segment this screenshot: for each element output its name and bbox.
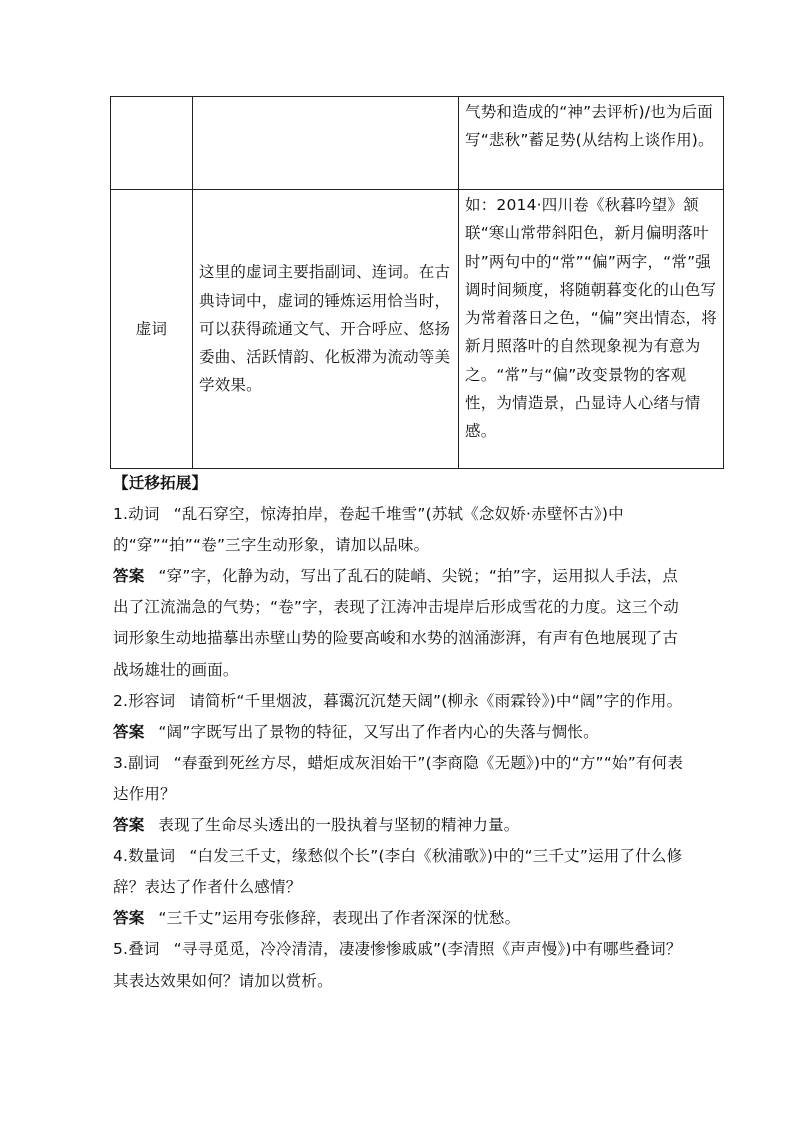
question-4: 4.数量词 “白发三千丈，缘愁似个长”(李白《秋浦歌》)中的“三千丈”运用了什么修辞？表达了作者什么感情？ [113, 847, 683, 897]
question-term: 数量词 [128, 847, 176, 866]
answer-1: 答案 “穿”字，化静为动，写出了乱石的陡峭、尖锐；“拍”字，运用拟人手法，点出了江流湍急的气势；“卷”字，表现了江涛冲击堤岸后形成雪花的力度。这三个动词形象生动地描摹出赤壁山势的险要高峻和水势的汹涌澎湃，有声有色地展现了古战场雄壮的画面。 [113, 567, 679, 679]
table-row [111, 97, 724, 190]
question-3: 3.副词 “春蚕到死丝方尽，蜡炬成灰泪始干”(李商隐《无题》)中的“方”“始”有何表达作用？ [113, 753, 684, 803]
question-5: 5.叠词 “寻寻觅觅，冷冷清清，凄凄惨惨戚戚”(李清照《声声慢》)中有哪些叠词？其表达效果如何？请加以赏析。 [113, 940, 682, 990]
table-cell-category: 虚词 [111, 190, 193, 469]
word-analysis-table [110, 96, 724, 469]
table-cell-description [193, 97, 459, 190]
question-1: 1.动词 “乱石穿空，惊涛拍岸，卷起千堆雪”(苏轼《念奴娇·赤壁怀古》)中的“穿”“拍”“卷”三字生动形象，请加以品味。 [113, 505, 624, 555]
table-row [111, 190, 724, 469]
table-cell-example: 气势和造成的“神”去评析)/也为后面写“悲秋”蓄足势(从结构上谈作用)。 [459, 97, 724, 190]
question-term: 动词 [128, 505, 160, 524]
answer-label: 答案 [113, 722, 145, 741]
answer-label: 答案 [113, 816, 145, 835]
section-heading: 【迁移拓展】 [113, 474, 208, 492]
question-2: 2.形容词 请简析“千里烟波，暮霭沉沉楚天阔”(柳永《雨霖铃》)中“阔”字的作用。 [113, 691, 683, 710]
answer-4: 答案 “三千丈”运用夸张修辞，表现出了作者深深的忧愁。 [113, 909, 521, 928]
table-cell-category [111, 97, 193, 190]
question-term: 叠词 [128, 940, 160, 959]
question-term: 副词 [128, 753, 160, 772]
extension-section [113, 468, 685, 997]
answer-2: 答案 “阔”字既写出了景物的特征，又写出了作者内心的失落与惆怅。 [113, 722, 599, 741]
answer-label: 答案 [113, 909, 145, 928]
table-cell-example: 如：2014·四川卷《秋暮吟望》颔联“寒山常带斜阳色，新月偏明落叶时”两句中的“常”“偏”两字，“常”强调时间频度，将随朝暮变化的山色写为常着落日之色，“偏”突出情态，将新月照落叶的自然现象视为有意为之。“常”与“偏”改变景物的客观性，为情造景，凸显诗人心绪与情感。 [459, 190, 724, 469]
table-cell-description: 这里的虚词主要指副词、连词。在古典诗词中，虚词的锤炼运用恰当时，可以获得疏通文气、开合呼应、悠扬委曲、活跃情韵、化板滞为流动等美学效果。 [193, 190, 459, 469]
question-term: 形容词 [128, 691, 176, 710]
answer-label: 答案 [113, 567, 145, 586]
answer-3: 答案 表现了生命尽头透出的一股执着与坚韧的精神力量。 [113, 816, 520, 835]
